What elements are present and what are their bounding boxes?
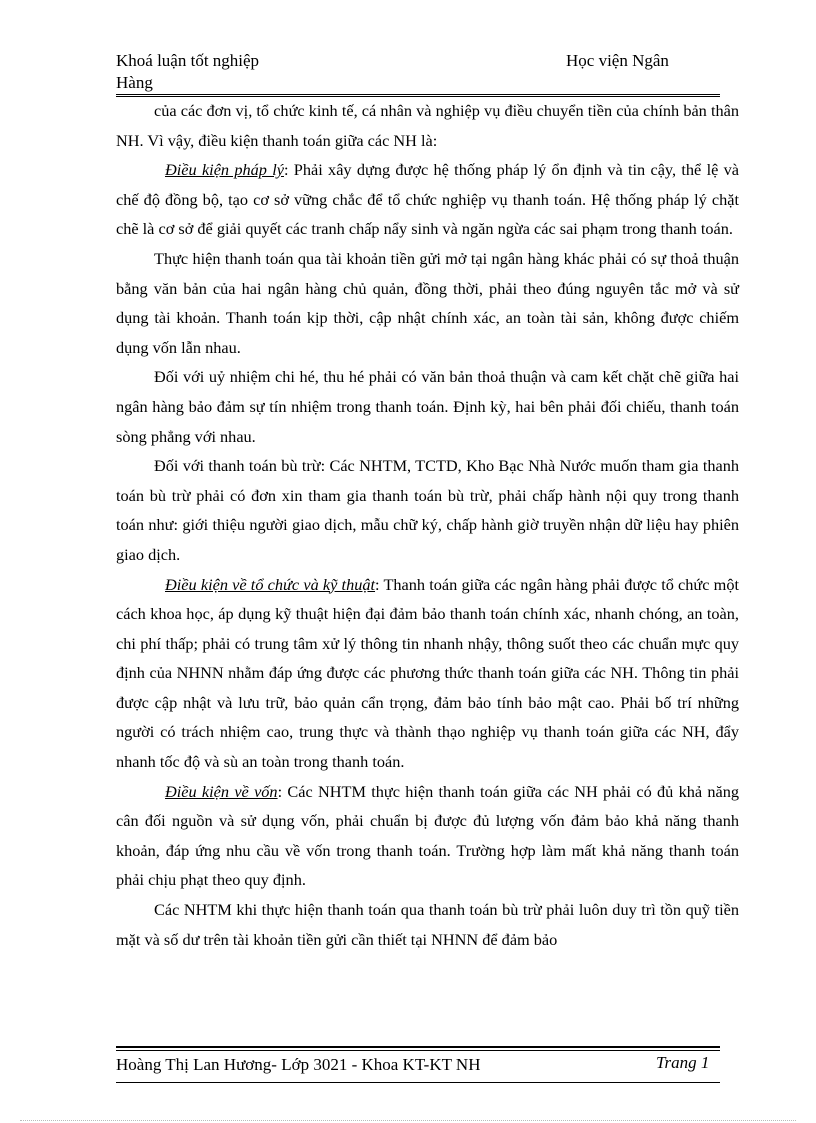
footer-author-text: Hoàng Thị Lan Hương- Lớp 3021 - Khoa KT-KT NH — [116, 1055, 481, 1074]
capital-conditions-text: : Các NHTM thực hiện thanh toán giữa các NH phải có đủ khả năng cân đối nguồn và sử dụng vốn, phải chuẩn bị được đủ lượng vốn đảm bảo khả năng thanh khoản, đáp ứng nhu cầu về vốn trong thanh toán. Trường hợp làm mất khả năng thanh toán phải chịu phạt theo quy định. — [116, 781, 740, 890]
paragraph-capital-conditions — [116, 777, 739, 895]
paragraph-legal-conditions — [116, 155, 739, 244]
paragraph-3: Thực hiện thanh toán qua tài khoản tiền gửi mở tại ngân hàng khác phải có sự thoả thuận bằng văn bản của hai ngân hàng chủ quản, đồng thời, phải theo đúng nguyên tắc mở và sử dụng tài khoản. Thanh toán kịp thời, cập nhật chính xác, an toàn tài sản, không được chiếm dụng vốn lẫn nhau. — [116, 248, 739, 357]
header-right-text: Học viện Ngân — [566, 51, 669, 70]
organization-conditions-text: : Thanh toán giữa các ngân hàng phải được tổ chức một cách khoa học, áp dụng kỹ thuật hiện đại đảm bảo thanh toán chính xác, nhanh chóng, an toàn, chi phí thấp; phải có trung tâm xử lý thông tin nhanh nhậy, thông suốt theo các chuẩn mực quy định của NHNN nhằm đáp ứng được các phương thức thanh toán giữa các NH. Thông tin phải được cập nhật và lưu trữ, bảo quản cẩn trọng, đảm bảo tính bảo mật cao. Phải bố trí những người có trách nhiệm cao, trung thực và thành thạo nghiệp vụ thanh toán giữa các NH, đẩy nhanh tốc độ và sù an toàn trong thanh toán. — [116, 574, 739, 772]
legal-conditions-text: : Phải xây dựng được hệ thống pháp lý ổn định và tin cậy, thể lệ và chế độ đồng bộ, tạo cơ sở vững chắc để tổ chức nghiệp vụ thanh toán. Hệ thống pháp lý chặt chẽ là cơ sở để giải quyết các tranh chấp nẩy sinh và ngăn ngừa các sai phạm trong thanh toán. — [116, 160, 739, 239]
legal-conditions-heading: Điều kiện pháp lý — [165, 160, 284, 180]
footer-rule-thin — [116, 1050, 720, 1051]
organization-conditions-heading: Điều kiện về tổ chức và kỹ thuật — [165, 574, 376, 594]
footer-rule-bottom — [116, 1082, 720, 1083]
body-text — [116, 96, 739, 954]
page-number: Trang 1 — [656, 1053, 710, 1072]
paragraph-4: Đối với uỷ nhiệm chi hé, thu hé phải có văn bản thoả thuận và cam kết chặt chẽ giữa hai ngân hàng bảo đảm sự tín nhiệm trong thanh toán. Định kỳ, hai bên phải đối chiếu, thanh toán sòng phẳng với nhau. — [116, 367, 739, 446]
paragraph-1: của các đơn vị, tổ chức kinh tế, cá nhân và nghiệp vụ điều chuyển tiền của chính bản thân NH. Vì vậy, điều kiện thanh toán giữa các NH là: — [116, 101, 739, 150]
paragraph-8: Các NHTM khi thực hiện thanh toán qua thanh toán bù trừ phải luôn duy trì tồn quỹ tiền mặt và số dư trên tài khoản tiền gửi cần thiết tại NHNN để đảm bảo — [116, 900, 739, 949]
capital-conditions-heading: Điều kiện về vốn — [165, 781, 278, 801]
paragraph-5: Đối với thanh toán bù trừ: Các NHTM, TCTD, Kho Bạc Nhà Nước muốn tham gia thanh toán bù trừ phải có đơn xin tham gia thanh toán bù trừ, phải chấp hành nội quy trong thanh toán như: giới thiệu người giao dịch, mẫu chữ ký, chấp hành giờ truyền nhận dữ liệu hay phiên giao dịch. — [116, 456, 739, 564]
header-left-text: Khoá luận tốt nghiệp Hàng — [116, 51, 260, 92]
page-break-divider — [20, 1120, 796, 1121]
paragraph-organization-conditions — [116, 570, 739, 777]
footer-rule-thick — [116, 1046, 720, 1048]
